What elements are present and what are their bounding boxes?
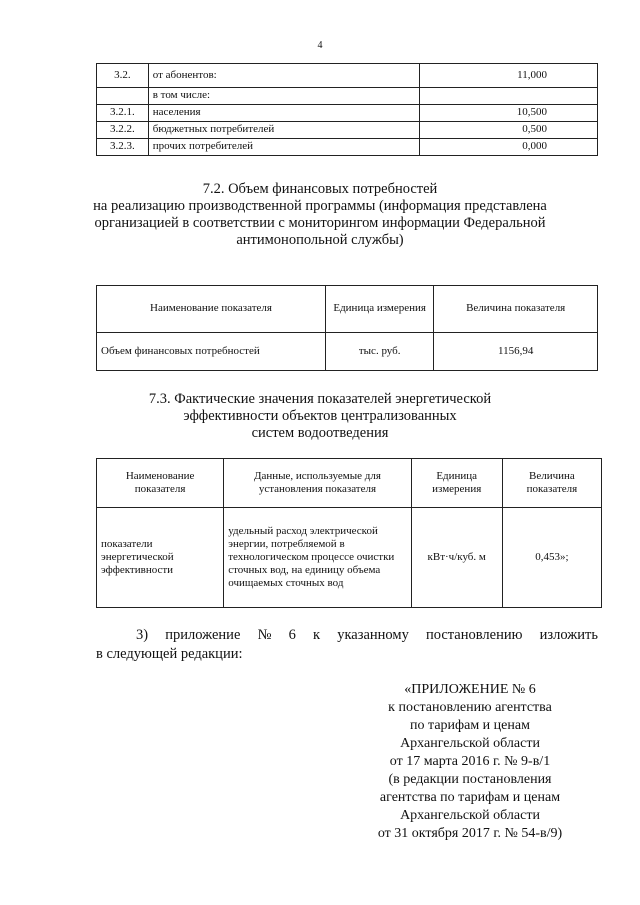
row-value: 10,500	[419, 105, 597, 122]
appendix-line: Архангельской области	[400, 736, 540, 751]
table-row	[97, 64, 598, 88]
indicator-data: удельный расход электрической энергии, потребляемой в технологическом процессе очистки сточных вод, на единицу объема очищаемых сточных вод	[224, 508, 411, 608]
appendix-line: от 31 октября 2017 г. № 54-в/9)	[377, 826, 563, 841]
section-7-2-heading	[0, 181, 640, 249]
energy-efficiency-table	[96, 458, 602, 608]
row-name: от абонентов:	[148, 64, 419, 88]
row-name: населения	[148, 105, 419, 122]
column-header: Данные, используемые для установления показателя	[224, 459, 411, 508]
row-number: 3.2.2.	[97, 122, 149, 139]
indicator-value: 0,453»;	[502, 508, 601, 608]
heading-line: антимонопольной службы)	[236, 232, 404, 248]
column-header: Величина показателя	[502, 459, 601, 508]
paragraph-word: к	[313, 627, 321, 643]
heading-line: систем водоотведения	[251, 425, 389, 441]
appendix-line: агентства по тарифам и ценам	[379, 790, 561, 805]
row-value: 0,000	[419, 139, 597, 156]
appendix-line: от 17 марта 2016 г. № 9-в/1	[389, 754, 551, 769]
paragraph-word: 3)	[136, 627, 149, 643]
paragraph-word: 6	[288, 627, 296, 643]
row-number	[97, 88, 149, 105]
financial-needs-table	[96, 285, 598, 371]
table-row	[97, 88, 598, 105]
table-row	[97, 139, 598, 156]
row-number: 3.2.	[97, 64, 149, 88]
paragraph-line: в следующей редакции:	[96, 646, 243, 662]
appendix-line: «ПРИЛОЖЕНИЕ № 6	[404, 682, 536, 697]
heading-line: 7.3. Фактические значения показателей энергетической	[148, 391, 492, 407]
table-row	[97, 508, 602, 608]
appendix-line: Архангельской области	[400, 808, 540, 823]
column-header: Наименование показателя	[97, 459, 224, 508]
row-name: бюджетных потребителей	[148, 122, 419, 139]
row-number: 3.2.3.	[97, 139, 149, 156]
column-header: Величина показателя	[434, 286, 598, 333]
column-header: Единица измерения	[326, 286, 434, 333]
indicator-name: Объем финансовых потребностей	[97, 333, 326, 371]
heading-line: на реализацию производственной программы (информация представлена	[93, 198, 547, 214]
subscribers-table	[96, 63, 598, 156]
row-value	[419, 88, 597, 105]
section-7-3-heading	[0, 391, 640, 442]
heading-line: эффективности объектов централизованных	[183, 408, 457, 424]
row-value: 0,500	[419, 122, 597, 139]
paragraph-word: приложение	[165, 627, 241, 643]
row-name: прочих потребителей	[148, 139, 419, 156]
indicator-name: показатели энергетической эффективности	[97, 508, 224, 608]
appendix-line: по тарифам и ценам	[410, 718, 530, 733]
paragraph-line	[96, 626, 598, 645]
heading-line: 7.2. Объем финансовых потребностей	[202, 181, 438, 197]
indicator-unit: кВт·ч/куб. м	[411, 508, 502, 608]
row-value: 11,000	[419, 64, 597, 88]
amendment-paragraph	[96, 626, 598, 664]
paragraph-word: постановлению	[425, 627, 523, 643]
heading-line: организацией в соответствии с мониторингом информации Федеральной	[94, 215, 546, 231]
table-row	[97, 333, 598, 371]
column-header: Наименование показателя	[97, 286, 326, 333]
row-name: в том числе:	[148, 88, 419, 105]
appendix-header	[340, 681, 600, 843]
table-header-row	[97, 286, 598, 333]
table-row	[97, 122, 598, 139]
table-header-row	[97, 459, 602, 508]
paragraph-word: изложить	[539, 627, 598, 643]
paragraph-word: №	[257, 627, 272, 643]
indicator-value: 1156,94	[434, 333, 598, 371]
table-row	[97, 105, 598, 122]
paragraph-word: указанному	[337, 627, 409, 643]
row-number: 3.2.1.	[97, 105, 149, 122]
column-header: Единица измерения	[411, 459, 502, 508]
appendix-line: к постановлению агентства	[388, 700, 552, 715]
page-number: 4	[317, 40, 323, 51]
appendix-line: (в редакции постановления	[388, 772, 552, 787]
indicator-unit: тыс. руб.	[326, 333, 434, 371]
